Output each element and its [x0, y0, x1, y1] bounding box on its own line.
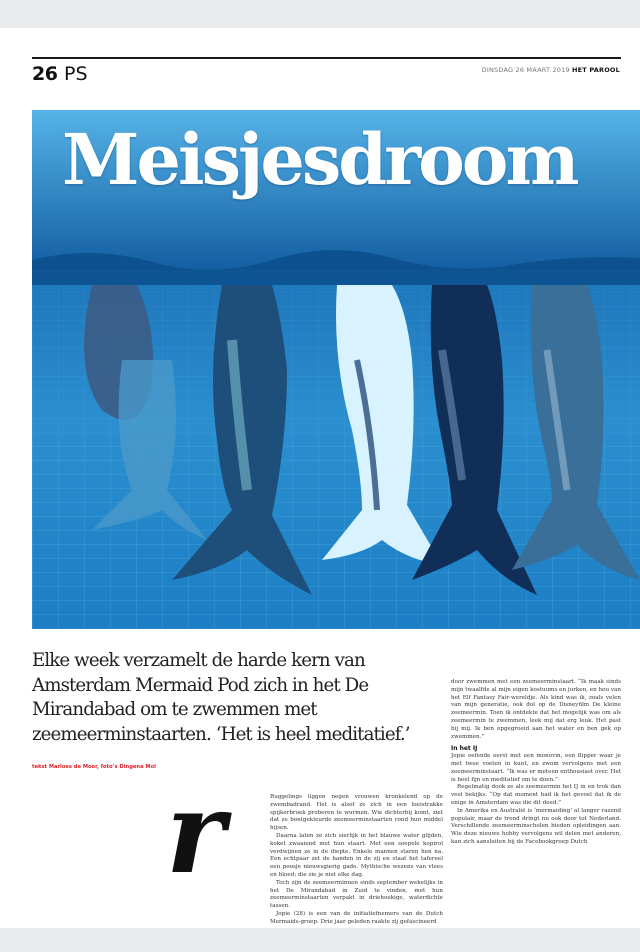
- article-column-2: [451, 679, 621, 847]
- drop-cap-letter: r: [166, 786, 226, 882]
- publication-name: HET PAROOL: [572, 66, 620, 74]
- header-rule: [32, 57, 621, 59]
- dateline: [482, 66, 620, 74]
- paragraph: door zwemmen met een zeemeerminstaart. “Ik maak sinds mijn twaalfde al mijn eigen kostuums en jurken, en hou van het Elf Fantasy Fair-wereldje. Als kind was ik, zoals velen van mijn generatie, ook dol op de Disneyfilm De kleine zeemeermin. Toen ik ontdekte dat het mogelijk was om als zeemeermin te zwemmen, leek mij dat erg leuk. Het past bij mij. Ik ben opgegroeid aan het water en ben gek op zwemmen.”: [451, 679, 621, 740]
- hero-photo: [32, 110, 640, 629]
- paragraph: Ruggelings liggen negen vrouwen kronkelend op de zwembadrand. Het is alsof ze zich in een loeistrakke spijkerbroek proberen te wurmen. Wie dichterbij komt, ziet dat ze bontgekleurde zeemeerminstaarten rond hun middel hijsen.: [270, 794, 443, 832]
- article-column-1: [270, 794, 443, 927]
- drop-cap: [160, 786, 260, 882]
- background-band: [0, 928, 640, 952]
- paragraph: Toch zijn de zeemeerminnen sinds september wekelijks in het De Mirandabad in Zuid te vinden, met hun zeemeerminstaarten verpakt in driehoekige, waterdichte tassen.: [270, 879, 443, 910]
- page-number: 26: [32, 63, 58, 85]
- headline: Meisjesdroom: [62, 118, 577, 201]
- issue-date: DINSDAG 26 MAART 2019: [481, 66, 570, 74]
- intro-text: Elke week verzamelt de harde kern van Amsterdam Mermaid Pod zich in het De Mirandabad om te zwemmen met zeemeerminstaarten. ‘Het is heel meditatief.’: [32, 650, 410, 745]
- paragraph: Jopie (28) is een van de initiatiefnemers van de Dutch Mermaids-groep. Drie jaar geleden raakte zij gefascineerd: [270, 910, 443, 925]
- paragraph: Regelmatig dook ze als zeemeermin het IJ in en trok dan veel bekijks. “Op dat moment had ik het gevoel dat ik de enige in Amsterdam was die dit deed.”: [451, 784, 621, 806]
- newspaper-page: [0, 28, 640, 928]
- subheading: In het IJ: [451, 745, 478, 753]
- byline: tekst Marloes de Moor, foto’s Dingena Mol: [32, 764, 156, 770]
- paragraph: Daarna laten ze zich sierlijk in het blauwe water glijden, koket zwaaiend met hun staart. Met een soepele kopirol verdwijnen ze in de diepte. Enkele mannen staren hen na. Een echtpaar zet de handen in de zij en staat het tafereel een poosje nieuwsgierig gade. Mythische wezens van vlees en bloed; die zie je niet elke dag.: [270, 832, 443, 878]
- paragraph: Jopie oefende eerst met een monovin, een flipper waar je met twee voeten in kunt, en zwom vervolgens met een zeemeerminstaart. “Ik was er meteen enthousiast over. Het is heel fijn en meditatief om te doen.”: [451, 753, 621, 783]
- section-label: PS: [64, 63, 88, 85]
- paragraph: In Amerika en Australië is ‘mermaiding’ al langer razend populair, maar de trend dringt nu ook door tot Nederland. Verschillende zeemeerminscholen bieden opleidingen aan. Wie deze nieuwe hobby vervolgens wil delen met anderen, kan zich aansluiten bij de Facebookgroep Dutch: [451, 807, 621, 845]
